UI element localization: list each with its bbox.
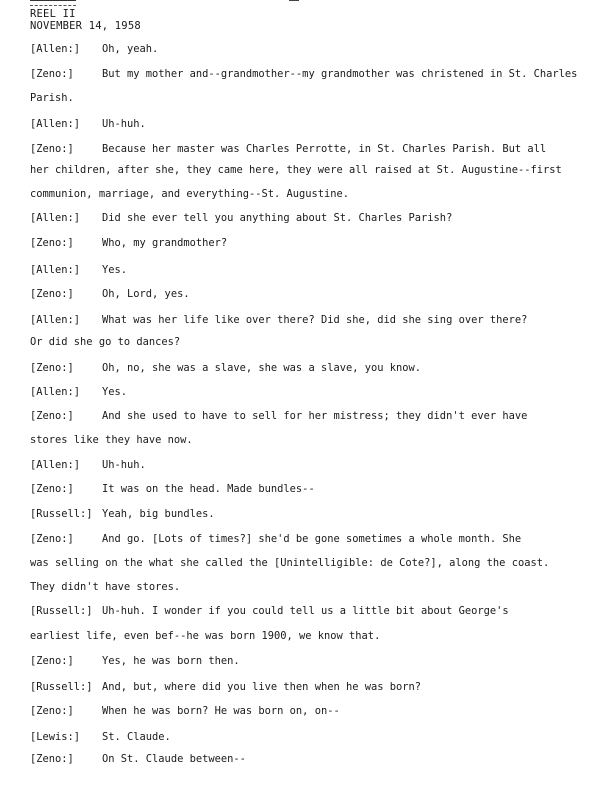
transcript-line — [30, 655, 590, 668]
transcript-line — [30, 188, 590, 201]
transcript-line — [30, 581, 590, 594]
speaker-label: [Allen:] — [30, 314, 81, 326]
utterance-text: And, but, where did you live then when he was born? — [102, 681, 422, 693]
utterance-text: Oh, Lord, yes. — [102, 288, 190, 300]
transcript-line — [30, 386, 590, 399]
transcript-line — [30, 92, 590, 105]
utterance-text: What was her life like over there? Did she, did she sing over there? — [102, 314, 528, 326]
utterance-text: her children, after she, they came here, they were all raised at St. Augustine--first — [30, 164, 562, 176]
transcript-line — [30, 753, 590, 766]
speaker-label: [Zeno:] — [30, 362, 74, 374]
speaker-label: [Zeno:] — [30, 483, 74, 495]
transcript-line — [30, 459, 590, 472]
transcript-line — [30, 43, 590, 56]
transcript-line — [30, 362, 590, 375]
transcript-line — [30, 533, 590, 546]
speaker-label: [Allen:] — [30, 118, 81, 130]
speaker-label: [Zeno:] — [30, 533, 74, 545]
reel-label: REEL II — [30, 8, 76, 20]
transcript-line — [30, 434, 590, 447]
transcript-line — [30, 336, 590, 349]
transcript-line — [30, 264, 590, 277]
speaker-label: [Allen:] — [30, 212, 81, 224]
header-scratch-mark — [30, 0, 76, 6]
utterance-text: stores like they have now. — [30, 434, 193, 446]
transcript-line — [30, 68, 590, 81]
utterance-text: was selling on the what she called the [Unintelligible: de Cote?], along the coast. — [30, 557, 550, 569]
utterance-text: Yes. — [102, 264, 128, 276]
utterance-text: Oh, no, she was a slave, she was a slave, you know. — [102, 362, 422, 374]
utterance-text: Did she ever tell you anything about St. Charles Parish? — [102, 212, 453, 224]
speaker-label: [Zeno:] — [30, 705, 74, 717]
transcript-line — [30, 630, 590, 643]
transcript-line — [30, 557, 590, 570]
utterance-text: earliest life, even bef--he was born 1900, we know that. — [30, 630, 381, 642]
utterance-text: Uh-huh. — [102, 118, 146, 130]
transcript-line — [30, 483, 590, 496]
speaker-label: [Zeno:] — [30, 237, 74, 249]
speaker-label: [Zeno:] — [30, 753, 74, 765]
speaker-label: [Zeno:] — [30, 410, 74, 422]
speaker-label: [Russell:] — [30, 508, 93, 520]
utterance-text: Parish. — [30, 92, 74, 104]
transcript-line — [30, 164, 590, 177]
utterance-text: It was on the head. Made bundles-- — [102, 483, 315, 495]
utterance-text: Yes. — [102, 386, 128, 398]
utterance-text: Uh-huh. — [102, 459, 146, 471]
utterance-text: When he was born? He was born on, on-- — [102, 705, 340, 717]
date-label: NOVEMBER 14, 1958 — [30, 20, 141, 32]
utterance-text: And she used to have to sell for her mistress; they didn't ever have — [102, 410, 528, 422]
transcript-line — [30, 212, 590, 225]
speaker-label: [Allen:] — [30, 43, 81, 55]
transcript-line — [30, 237, 590, 250]
speaker-label: [Zeno:] — [30, 288, 74, 300]
transcript-line — [30, 143, 590, 156]
utterance-text: Oh, yeah. — [102, 43, 159, 55]
utterance-text: On St. Claude between-- — [102, 753, 246, 765]
utterance-text: Because her master was Charles Perrotte, in St. Charles Parish. But all — [102, 143, 547, 155]
utterance-text: St. Claude. — [102, 731, 171, 743]
transcript-line — [30, 605, 590, 618]
speaker-label: [Allen:] — [30, 459, 81, 471]
transcript-line — [30, 314, 590, 327]
speaker-label: [Zeno:] — [30, 655, 74, 667]
speaker-label: [Zeno:] — [30, 143, 74, 155]
utterance-text: Yes, he was born then. — [102, 655, 240, 667]
speaker-label: [Russell:] — [30, 605, 93, 617]
transcript-line — [30, 288, 590, 301]
transcript-line — [30, 508, 590, 521]
transcript-line — [30, 705, 590, 718]
utterance-text: Yeah, big bundles. — [102, 508, 215, 520]
speaker-label: [Zeno:] — [30, 68, 74, 80]
utterance-text: Uh-huh. I wonder if you could tell us a little bit about George's — [102, 605, 509, 617]
header-dash-mark — [289, 0, 299, 1]
utterance-text: And go. [Lots of times?] she'd be gone sometimes a whole month. She — [102, 533, 522, 545]
speaker-label: [Allen:] — [30, 264, 81, 276]
speaker-label: [Russell:] — [30, 681, 93, 693]
speaker-label: [Allen:] — [30, 386, 81, 398]
utterance-text: Or did she go to dances? — [30, 336, 181, 348]
transcript-line — [30, 410, 590, 423]
utterance-text: communion, marriage, and everything--St. Augustine. — [30, 188, 350, 200]
utterance-text: But my mother and--grandmother--my grandmother was christened in St. Charles — [102, 68, 578, 80]
speaker-label: [Lewis:] — [30, 731, 81, 743]
utterance-text: They didn't have stores. — [30, 581, 181, 593]
utterance-text: Who, my grandmother? — [102, 237, 228, 249]
transcript-line — [30, 731, 590, 744]
transcript-line — [30, 118, 590, 131]
transcript-line — [30, 681, 590, 694]
